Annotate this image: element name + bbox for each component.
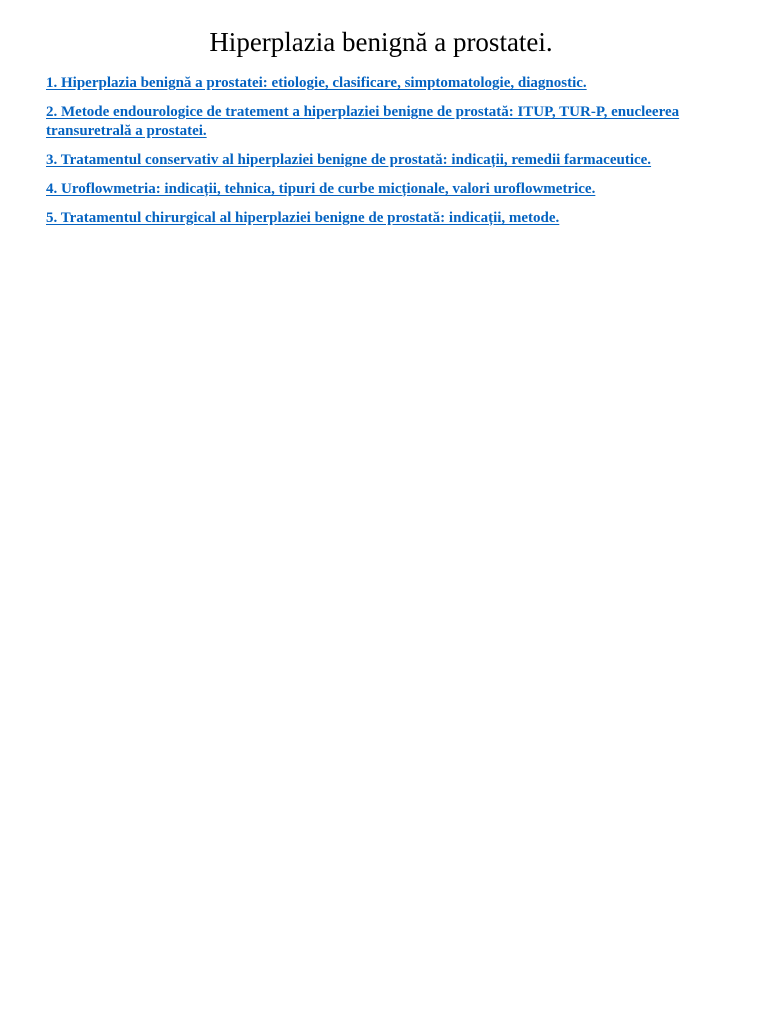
toc-link-metode-endourologice[interactable]: 2. Metode endourologice de tratement a hiperplaziei benigne de prostată: ITUP, TUR-P, enucleerea transuretrală a prostatei. (46, 104, 680, 139)
page-title: Hiperplazia benignă a prostatei. (209, 27, 553, 57)
list-item (46, 209, 716, 228)
list-item (46, 151, 716, 170)
toc-link-etiologie[interactable]: 1. Hiperplazia benignă a prostatei: etiologie, clasificare, simptomatologie, diagnostic. (46, 75, 587, 91)
table-of-contents (46, 74, 716, 228)
toc-link-tratament-chirurgical[interactable]: 5. Tratamentul chirurgical al hiperplaziei benigne de prostată: indicații, metode. (46, 210, 560, 226)
list-item (46, 180, 716, 199)
toc-link-uroflowmetria[interactable]: 4. Uroflowmetria: indicații, tehnica, tipuri de curbe micționale, valori uroflowmetrice. (46, 181, 596, 197)
toc-link-tratament-conservativ[interactable]: 3. Tratamentul conservativ al hiperplaziei benigne de prostată: indicații, remedii farmaceutice. (46, 152, 652, 168)
list-item (46, 74, 716, 93)
list-item (46, 103, 716, 141)
